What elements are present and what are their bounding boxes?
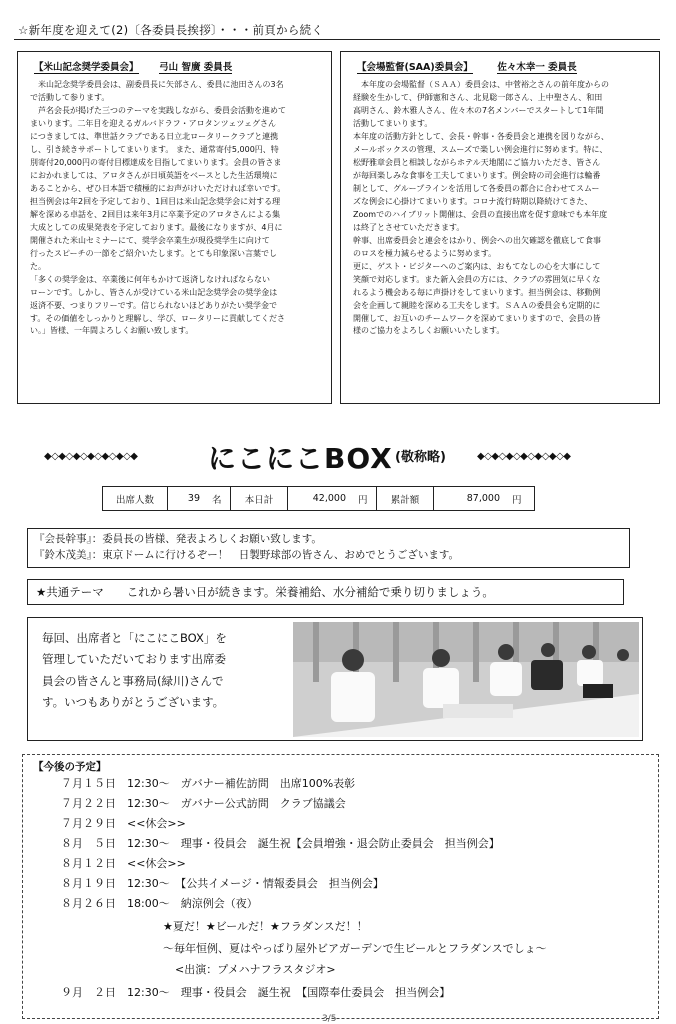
- nikoniko-box-banner: [44, 437, 644, 473]
- total-unit: 円: [506, 487, 535, 511]
- schedule-item: ８月 ５日 12:30～ 理事・役員会 誕生祝【会員増強・退会防止委員会 担当例会】: [61, 837, 500, 850]
- attendees-label: 出席人数: [103, 487, 168, 511]
- schedule-item: ８月１２日 <<休会>>: [61, 857, 186, 870]
- nikoniko-messages: [27, 528, 630, 568]
- page-number: 3/5: [322, 1014, 337, 1024]
- today-value: 42,000: [288, 487, 353, 511]
- schedule-item: ８月１９日 12:30～ 【公共イメージ・情報委員会 担当例会】: [61, 877, 384, 890]
- common-theme: ★共通テーマ これから暑い日が続きます。栄養補給、水分補給で乗り切りましょう。: [27, 579, 624, 605]
- chair-name: 弓山 智廣 委員長: [159, 62, 233, 73]
- schedule-item: ７月１５日 12:30～ ガバナー補佐訪問 出席100%表彰: [61, 777, 356, 790]
- total-value: 87,000: [434, 487, 507, 511]
- schedule-item: ７月２２日 12:30～ ガバナー公式訪問 クラブ協議会: [61, 797, 346, 810]
- attendees-value: 39: [168, 487, 207, 511]
- attendance-summary: [102, 486, 535, 511]
- continuation-header: ☆新年度を迎えて(2)〔各委員長挨拶〕・・・前頁から続く: [18, 23, 324, 37]
- nikoniko-box-title: にこにこBOX: [208, 442, 393, 475]
- schedule-note: ★夏だ！★ビールだ！★フラダンスだ！！: [163, 920, 368, 933]
- schedule-note: ～毎年恒例、夏はやっぱり屋外ビアガーデンで生ビールとフラダンスでしょ～: [163, 942, 547, 955]
- photo-caption: 毎回、出席者と「にこにこBOX」を 管理していただいております出席委 員会の皆さんと事務局(緑川)さんで す。いつもありがとうございます。: [42, 631, 227, 709]
- schedule-item: ９月 ２日 12:30～ 理事・役員会 誕生祝 【国際奉仕委員会 担当例会】: [61, 986, 451, 999]
- committee-name: 【米山記念奨学委員会】: [34, 62, 139, 73]
- decorative-diamonds-right: ◆◇◆◇◆◇◆◇◆◇◆◇◆: [477, 451, 571, 462]
- attendees-unit: 名: [206, 487, 231, 511]
- committee-name: 【会場監督(SAA)委員会】: [357, 62, 473, 73]
- schedule-note: <出演：プメハナフラスタジオ>: [175, 963, 336, 976]
- section-body: 本年度の会場監督（ＳＡＡ）委員会は、中菅裕之さんの前年度からの 経験を生かして、伊師憲和さん、北見聡一郎さん、上中聖さん、和田 高明さん、鈴木雅人さん、佐々木の7名メンバーでスタートして1年間 活動してまいります。 本年度の活動方針として、会長・幹事・各委員会と連携を図りながら、 メールボックスの管理、スムーズで楽しい例会進行に努めます。特に、 松野雅章会員と相談しながらホテル天地閣にご協力いただき、皆さん が毎回楽しみな食事を工夫してまいります。例会時の司会進行は輪番 制として、グループラインを活用して各委員の都合に合わせてスムー ズな例会に心掛けてまいります。コロナ流行時期以降続けてきた、 Zoomでのハイブリット開催は、会員の直接出席を促す意味でも本年度 は終了とさせていただきます。 幹事、出席委員会と連会をはかり、例会への出欠確認を徹底して食事 のロスを極力減らせるように努めます。 更に、ゲスト・ビジターへのご案内は、おもてなしの心を大事にして 笑顔で対応します。また新入会員の方には、クラブの雰囲気に早くな れるよう機会ある毎に声掛けをしてまいります。担当例会は、移動例 会を企画して親睦を深める工夫をします。ＳＡＡの委員会も定期的に 開催して、お互いのチームワークを深めてまいりますので、会員の皆 様のご協力をよろしくお願いいたします。: [353, 80, 609, 336]
- section-title: [34, 60, 321, 75]
- schedule-item: ８月２６日 18:00～ 納涼例会（夜）: [61, 897, 258, 910]
- saa-committee-section: [340, 51, 660, 404]
- total-label: 累計額: [377, 487, 434, 511]
- nikoniko-box-subtitle: (敬称略): [395, 450, 446, 465]
- today-unit: 円: [352, 487, 377, 511]
- section-body: 米山記念奨学委員会は、副委員長に矢部さん、委員に池田さんの3名 で活動して参ります。 芦名会長が掲げた三つのテーマを実践しながら、委員会活動を進めて まいります。二年目を迎えるガルバドラフ・アロタンツェツェグさん につきましては、準世話クラブである日立北ロータリークラブと連携 し、引き続きサポートしてまいります。 また、通常寄付5,000円、特 別寄付20,000円の寄付目標達成を目指してまいります。会員の皆さま におかれましては、アロタさんが日頃英語をベースとした生活環境に あることから、ぜひ日本語で積極的にお声がけいただければ幸いです。 担当例会は年2回を予定しており、1回目は米山記念奨学会に対する理 解を深める卓話を、2回目は来年3月に卒業予定のアロタさんによる集 大成としての成果発表を予定しております。最後になりますが、4月に 開催された米山セミナーにて、奨学会卒業生が現役奨学生に向けて 行ったスピーチの一節をご紹介いたします。とても印象深い言葉でし た。 「多くの奨学金は、卒業後に何年もかけて返済しなければならない ローンです。しかし、皆さんが受けている米山記念奨学会の奨学金は 返済不要、つまりフリーです。信じられないほどありがたい奨学金で す。その価値をしっかりと理解し、学び、ロータリーに貢献してくださ い。」皆様、一年間よろしくお願い致します。: [30, 80, 286, 336]
- message-item: 『会長幹事』：委員長の皆様、発表よろしくお願い致します。: [34, 533, 322, 545]
- committee-photo-illustration: [293, 622, 639, 737]
- chair-name: 佐々木幸一 委員長: [497, 62, 577, 73]
- today-label: 本日計: [231, 487, 288, 511]
- header-rule: [14, 39, 660, 40]
- table-row: [103, 487, 535, 511]
- schedule-title: 【今後の予定】: [33, 761, 107, 773]
- upcoming-schedule: [22, 754, 659, 1019]
- attendance-committee-photo-section: [27, 617, 643, 741]
- decorative-diamonds-left: ◆◇◆◇◆◇◆◇◆◇◆◇◆: [44, 451, 138, 462]
- schedule-item: ７月２９日 <<休会>>: [61, 817, 186, 830]
- attendance-table: [102, 486, 535, 511]
- committee-photo: [293, 622, 639, 737]
- section-title: [357, 60, 649, 75]
- message-item: 『鈴木茂美』：東京ドームに行けるぞー！ 日製野球部の皆さん、おめでとうございます。: [34, 549, 460, 562]
- yoneyama-committee-section: [17, 51, 332, 404]
